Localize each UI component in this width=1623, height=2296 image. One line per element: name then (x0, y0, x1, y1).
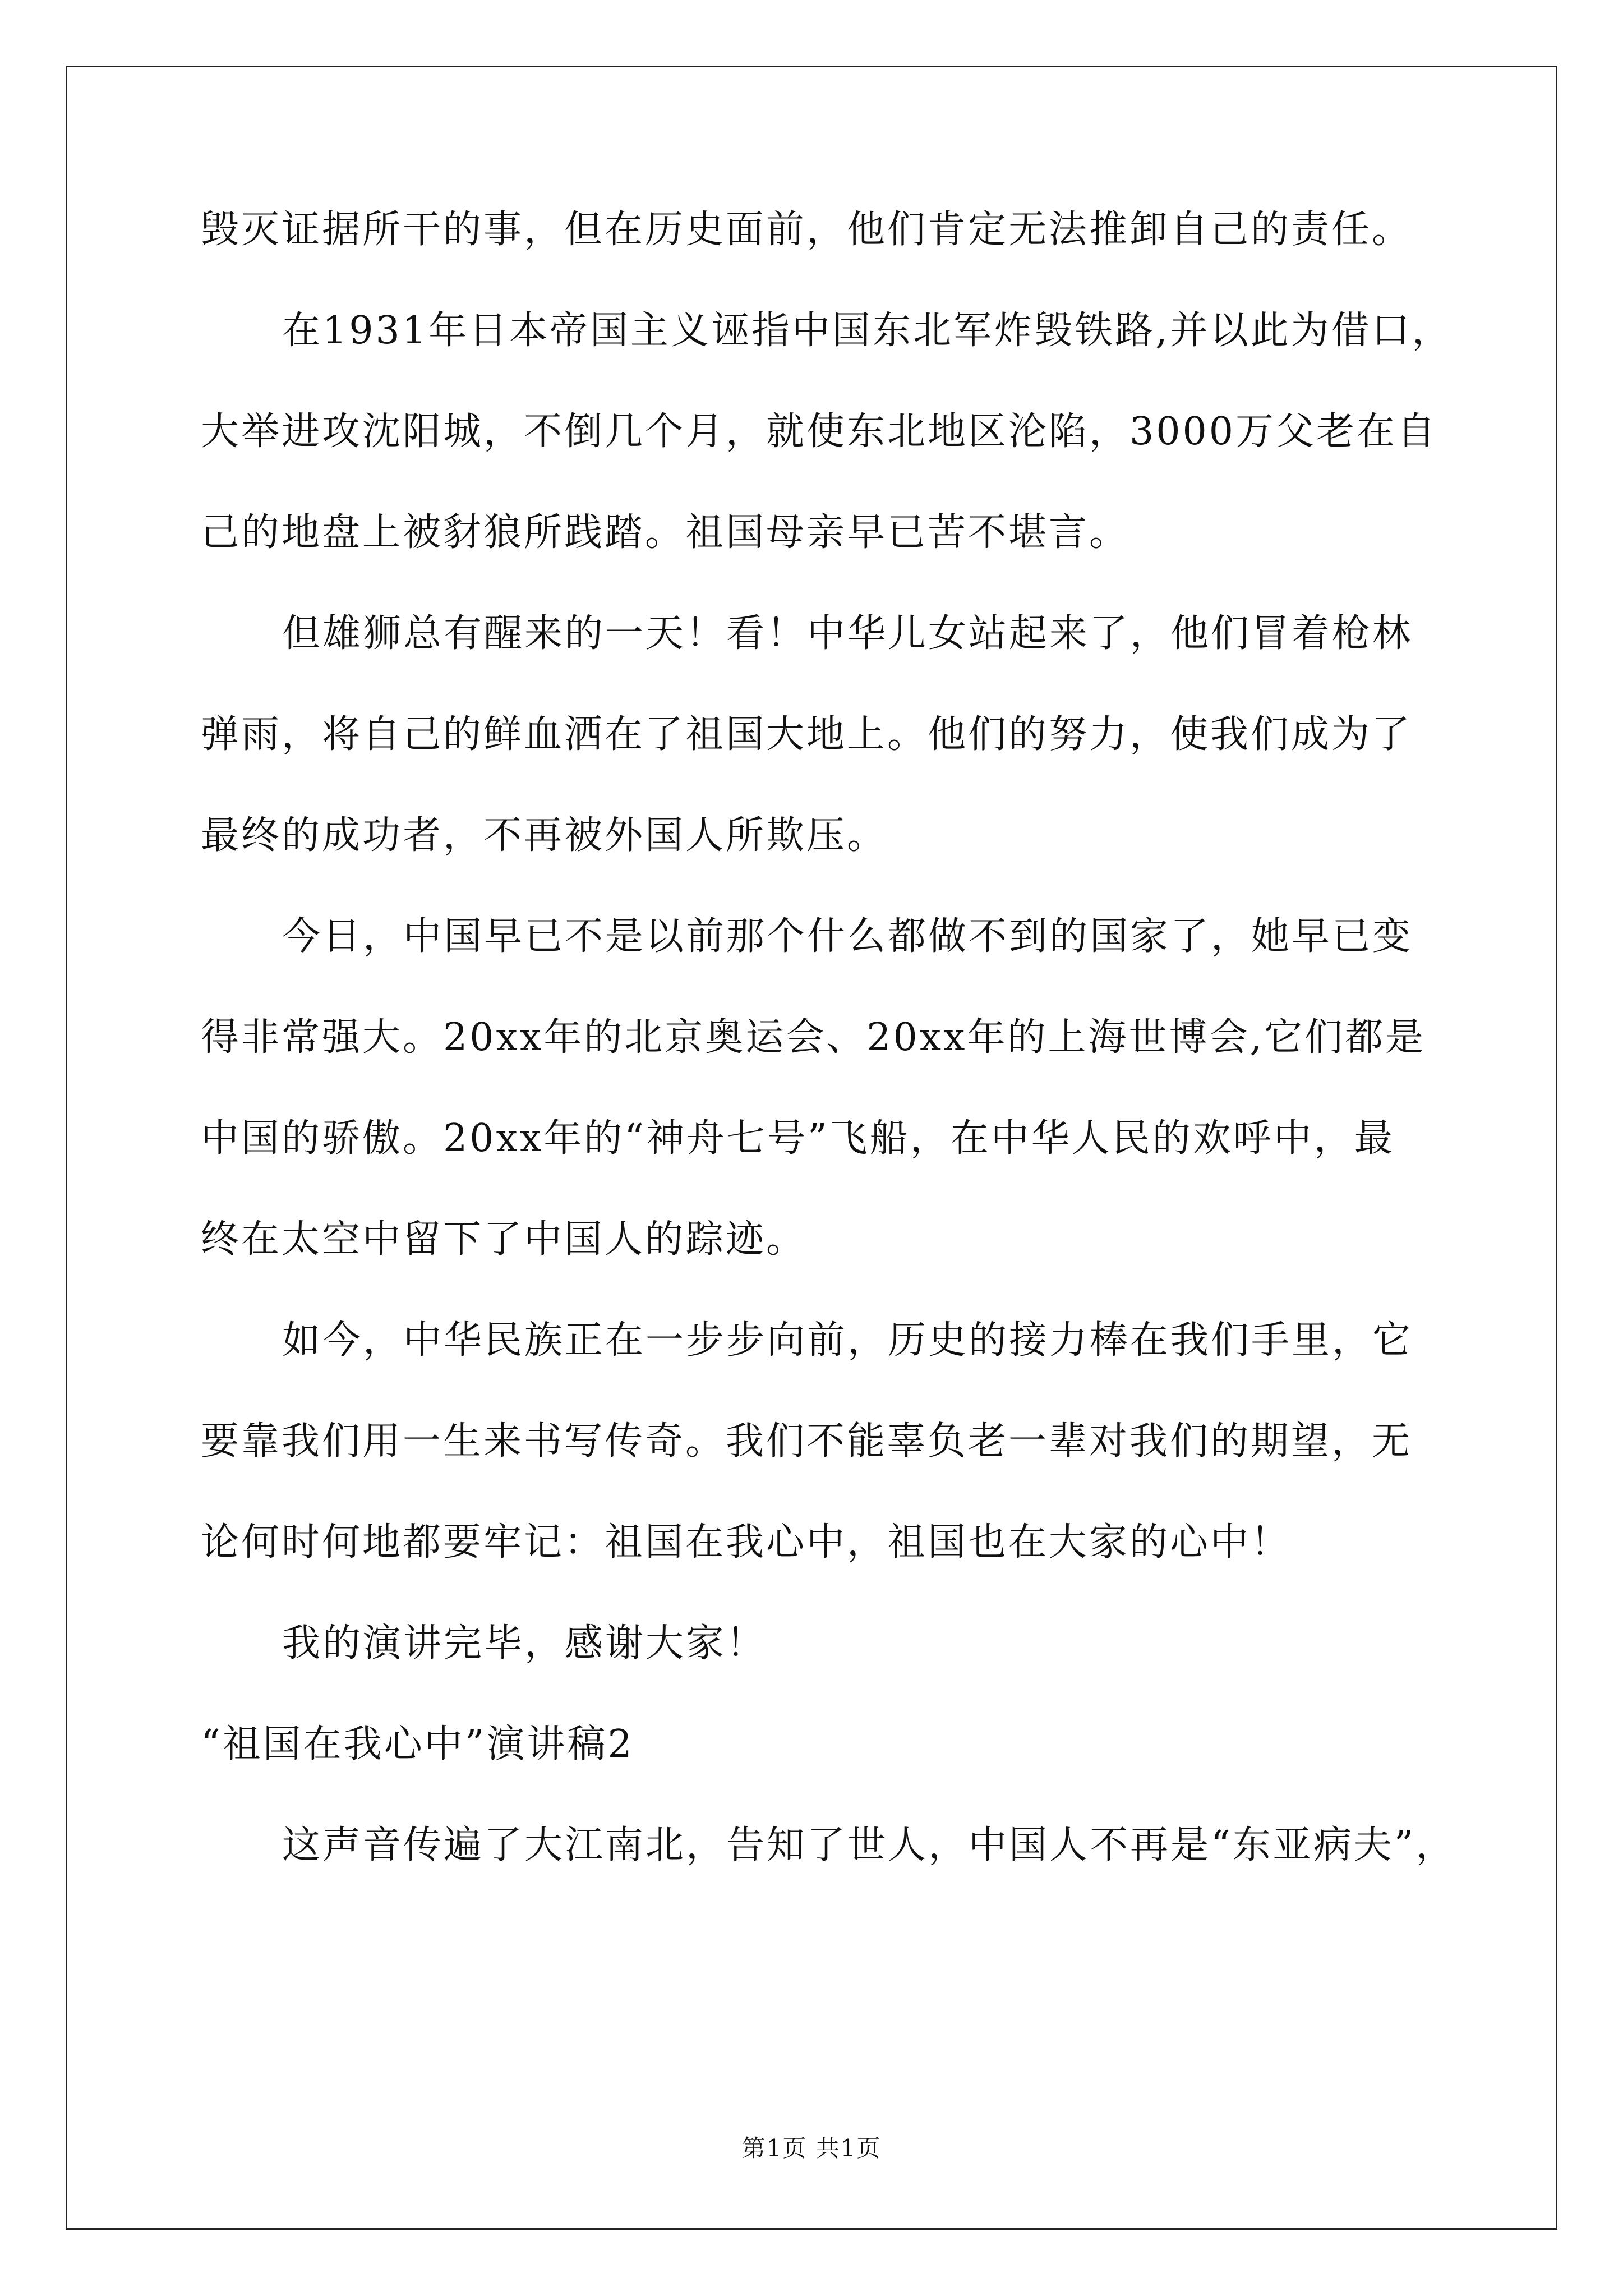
paragraph-line: 这声音传遍了大江南北，告知了世人，中国人不再是“东亚病夫”， (282, 1823, 1456, 1867)
text-line: 最终的成功者，不再被外国人所欺压。 (201, 813, 888, 858)
text-line: 论何时何地都要牢记：祖国在我心中，祖国也在大家的心中！ (201, 1520, 1292, 1565)
paragraph-line: 如今，中华民族正在一步步向前，历史的接力棒在我们手里，它 (282, 1318, 1413, 1363)
text-line: 弹雨，将自己的鲜血洒在了祖国大地上。他们的努力，使我们成为了 (201, 712, 1413, 757)
section-heading: “祖国在我心中”演讲稿2 (201, 1722, 634, 1766)
text-line: 得非常强大。20xx年的北京奥运会、20xx年的上海世博会,它们都是 (201, 1015, 1426, 1060)
paragraph-line: 在1931年日本帝国主义诬指中国东北军炸毁铁路,并以此为借口， (282, 309, 1453, 353)
text-line: 己的地盘上被豺狼所践踏。祖国母亲早已苦不堪言。 (201, 510, 1130, 555)
paragraph-line: 今日，中国早已不是以前那个什么都做不到的国家了，她早已变 (282, 914, 1413, 959)
text-line: 中国的骄傲。20xx年的“神舟七号”飞船，在中华人民的欢呼中，最 (201, 1116, 1395, 1161)
paragraph-line: 我的演讲完毕，感谢大家！ (282, 1621, 767, 1665)
page-footer: 第1页 共1页 (741, 2134, 882, 2162)
text-line: 要靠我们用一生来书写传奇。我们不能辜负老一辈对我们的期望，无 (201, 1419, 1413, 1464)
text-line: 毁灭证据所干的事，但在历史面前，他们肯定无法推卸自己的责任。 (201, 208, 1413, 252)
text-line: 终在太空中留下了中国人的踪迹。 (201, 1217, 807, 1262)
paragraph-line: 但雄狮总有醒来的一天！看！中华儿女站起来了，他们冒着枪林 (282, 611, 1413, 656)
text-line: 大举进攻沈阳城，不倒几个月，就使东北地区沦陷，3000万父老在自 (201, 409, 1438, 454)
